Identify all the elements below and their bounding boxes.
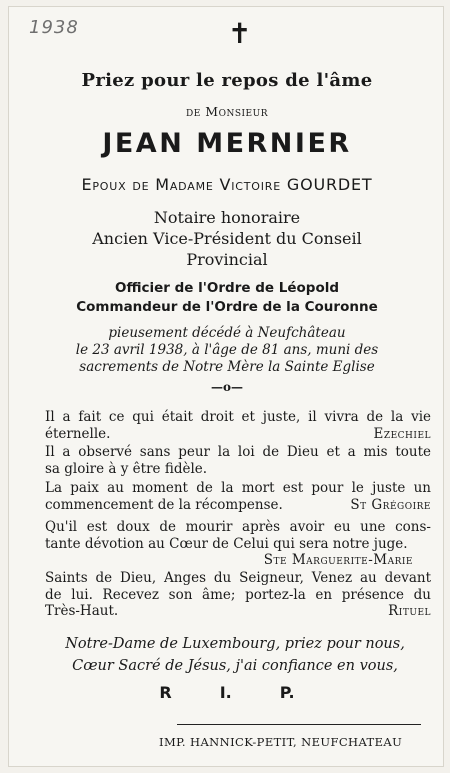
quote-source: St Grégoire [350, 496, 431, 513]
quote-line: Très-Haut. [45, 603, 119, 619]
quote-block [45, 519, 431, 569]
spouse-line: Epoux de Madame Victoire GOURDET [81, 175, 373, 194]
honorific: de Monsieur [186, 104, 268, 119]
invocation-line: Notre-Dame de Luxembourg, priez pour nous, [65, 636, 405, 652]
invocation-line: Cœur Sacré de Jésus, j'ai confiance en vous, [72, 658, 398, 674]
quote-source: Ezechiel [373, 425, 431, 442]
quote-line: de lui. Recevez son âme; portez-la en présence du [45, 586, 431, 603]
handwritten-note: 1938 [29, 17, 79, 38]
prayer-heading: Priez pour le repos de l'âme [81, 70, 373, 91]
order-line: Commandeur de l'Ordre de la Couronne [76, 299, 378, 315]
cross-icon: ✝ [228, 17, 252, 50]
divider-rule [177, 724, 421, 725]
quote-line: Il a observé sans peur la loi de Dieu et a mis toute [45, 444, 431, 460]
death-line: pieusement décédé à Neufchâteau [108, 325, 346, 341]
quote-line: La paix au moment de la mort est pour le juste un [45, 480, 431, 496]
quote-source: Rituel [388, 603, 431, 619]
rip-letter: I. [219, 683, 232, 702]
order-line: Officier de l'Ordre de Léopold [114, 280, 340, 296]
quote-block [45, 444, 431, 477]
deceased-name: JEAN MERNIER [102, 128, 352, 159]
quote-line: Saints de Dieu, Anges du Seigneur, Venez au devant [45, 570, 431, 586]
rip-letter: P. [279, 683, 295, 702]
death-notice [9, 325, 445, 376]
quote-line: commencement de la récompense. [45, 496, 283, 513]
quote-block [45, 409, 431, 442]
role-line: Notaire honoraire [153, 208, 301, 227]
memorial-card [8, 6, 444, 767]
printer-imprint: IMP. HANNICK-PETIT, NEUFCHATEAU [159, 735, 403, 749]
separator: —o— [210, 380, 243, 394]
quote-block [45, 480, 431, 513]
quote-line: tante dévotion au Cœur de Celui qui sera notre juge. [45, 535, 408, 552]
role-line: Ancien Vice-Président du Conseil [92, 229, 362, 248]
role-line: Provincial [186, 250, 268, 269]
rip-line [9, 683, 445, 702]
rip-letter: R [159, 683, 172, 702]
roles-block [9, 207, 445, 270]
quote-line: éternelle. [45, 425, 111, 442]
invocations [45, 633, 425, 677]
quote-line: Qu'il est doux de mourir après avoir eu une cons- [45, 519, 431, 535]
quote-block [45, 570, 431, 620]
quote-source: Ste Marguerite-Marie [263, 552, 413, 568]
quote-line: Il a fait ce qui était droit et juste, il vivra de la vie [45, 409, 431, 425]
orders-block [9, 279, 445, 317]
death-line: le 23 avril 1938, à l'âge de 81 ans, muni des [75, 342, 379, 358]
death-line: sacrements de Notre Mère la Sainte Eglise [79, 359, 375, 375]
quote-line: sa gloire à y être fidèle. [45, 460, 208, 477]
